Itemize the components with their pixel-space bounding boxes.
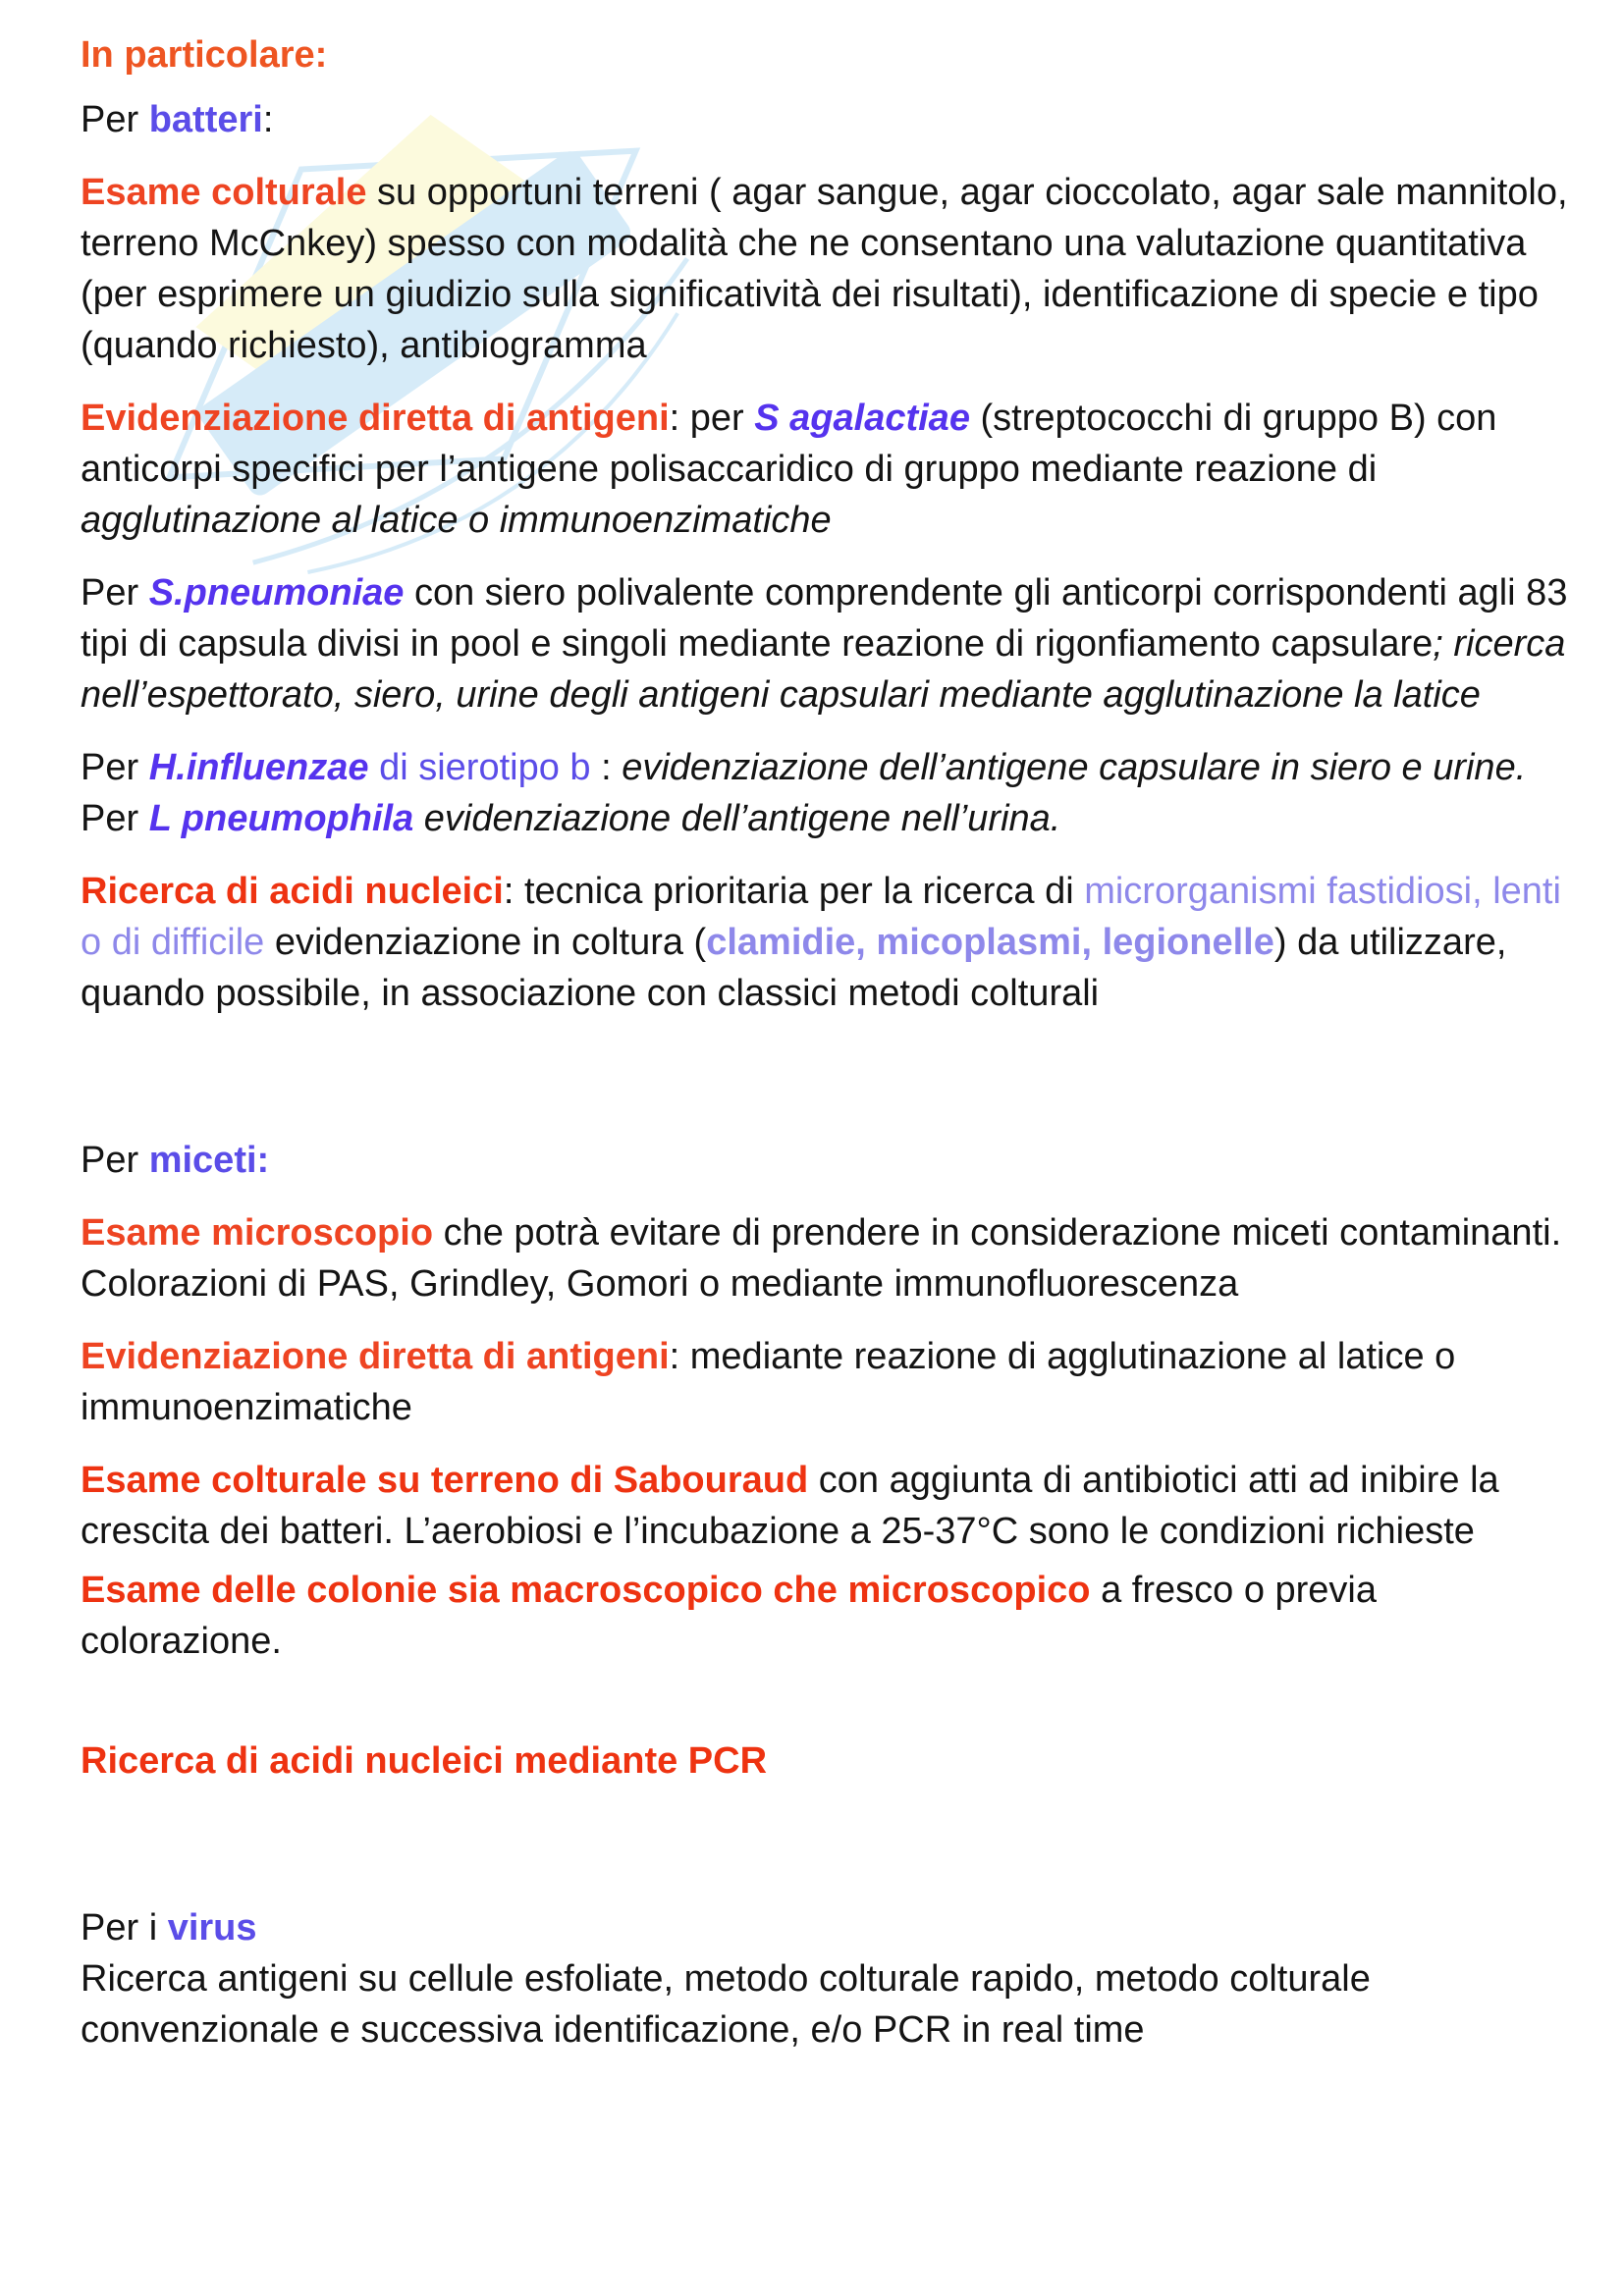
term-esame-microscopio: Esame microscopio [81,1212,434,1254]
virus-intro: Per i virus [81,1907,257,1949]
batteri-label: batteri [148,99,263,140]
virus-label: virus [167,1907,257,1949]
virus-ricerca: Ricerca antigeni su cellule esfoliate, metodo colturale rapido, metodo colturale convenzionale e successiva identificazione, e/o PCR in real time [81,1958,1371,2051]
batteri-evidenziazione-antigeni: Evidenziazione diretta di antigeni: per S agalactiae (streptococchi di gruppo B) con anticorpi specifici per l’antigene polisaccaridico di gruppo mediante reazione di agglutinazione al latice o immunoenzimatiche [81,398,1497,541]
batteri-esame-colturale: Esame colturale su opportuni terreni ( agar sangue, agar cioccolato, agar sale mannitolo, terreno McCnkey) spesso con modalità che ne consentano una valutazione quantitativa (per esprimere un giudizio sulla significatività dei risultati), identificazione di specie e tipo (quando richiesto), antibiogramma [81,172,1568,366]
miceti-evidenziazione-antigeni: Evidenziazione diretta di antigeni: mediante reazione di agglutinazione al latice o immunoenzimatiche [81,1336,1456,1428]
term-evidenziazione-antigeni-miceti: Evidenziazione diretta di antigeni [81,1336,670,1377]
miceti-intro: Per miceti: [81,1140,270,1181]
page-heading: In particolare: [81,34,328,76]
miceti-pcr [81,1735,1573,1787]
term-esame-colonie: Esame delle colonie sia macroscopico che microscopico [81,1570,1091,1611]
species-l-pneumophila: L pneumophila [148,798,414,839]
species-s-pneumoniae: S.pneumoniae [148,572,405,614]
miceti-esame-microscopio: Esame microscopio che potrà evitare di prendere in considerazione miceti contaminanti. Colorazioni di PAS, Grindley, Gomori o mediante immunofluorescenza [81,1212,1562,1305]
term-esame-colturale: Esame colturale [81,172,367,213]
batteri-s-pneumoniae: Per S.pneumoniae con siero polivalente comprendente gli anticorpi corrispondenti agli 83 tipi di capsula divisi in pool e singoli mediante reazione di rigonfiamento capsulare; ricerca nell’espettorato, siero, urine degli antigeni capsulari mediante agglutinazione la latice [81,572,1568,716]
term-ricerca-pcr: Ricerca di acidi nucleici mediante PCR [81,1740,768,1782]
miceti-label: miceti: [148,1140,270,1181]
miceti-sabouraud: Esame colturale su terreno di Sabouraud con aggiunta di antibiotici atti ad inibire la crescita dei batteri. L’aerobiosi e l’incubazione a 25-37°C sono le condizioni richieste [81,1460,1499,1552]
species-s-agalactiae: S agalactiae [754,398,970,439]
term-esame-colturale-sabouraud: Esame colturale su terreno di Sabouraud [81,1460,809,1501]
document-body [81,29,1573,2056]
batteri-h-influenzae: Per H.influenzae di sierotipo b : evidenziazione dell’antigene capsulare in siero e urine. Per L pneumophila evidenziazione dell’antigene nell’urina. [81,747,1527,839]
term-evidenziazione-antigeni: Evidenziazione diretta di antigeni [81,398,670,439]
term-ricerca-acidi-nucleici: Ricerca di acidi nucleici [81,871,504,912]
miceti-esame-colonie: Esame delle colonie sia macroscopico che microscopico a fresco o previa colorazione. [81,1570,1378,1662]
batteri-intro: Per batteri: [81,99,274,140]
species-h-influenzae: H.influenzae [148,747,369,788]
batteri-acidi-nucleici: Ricerca di acidi nucleici: tecnica prioritaria per la ricerca di microrganismi fastidiosi, lenti o di difficile evidenziazione in coltura (clamidie, micoplasmi, legionelle) da utilizzare, quando possibile, in associazione con classici metodi colturali [81,871,1561,1014]
